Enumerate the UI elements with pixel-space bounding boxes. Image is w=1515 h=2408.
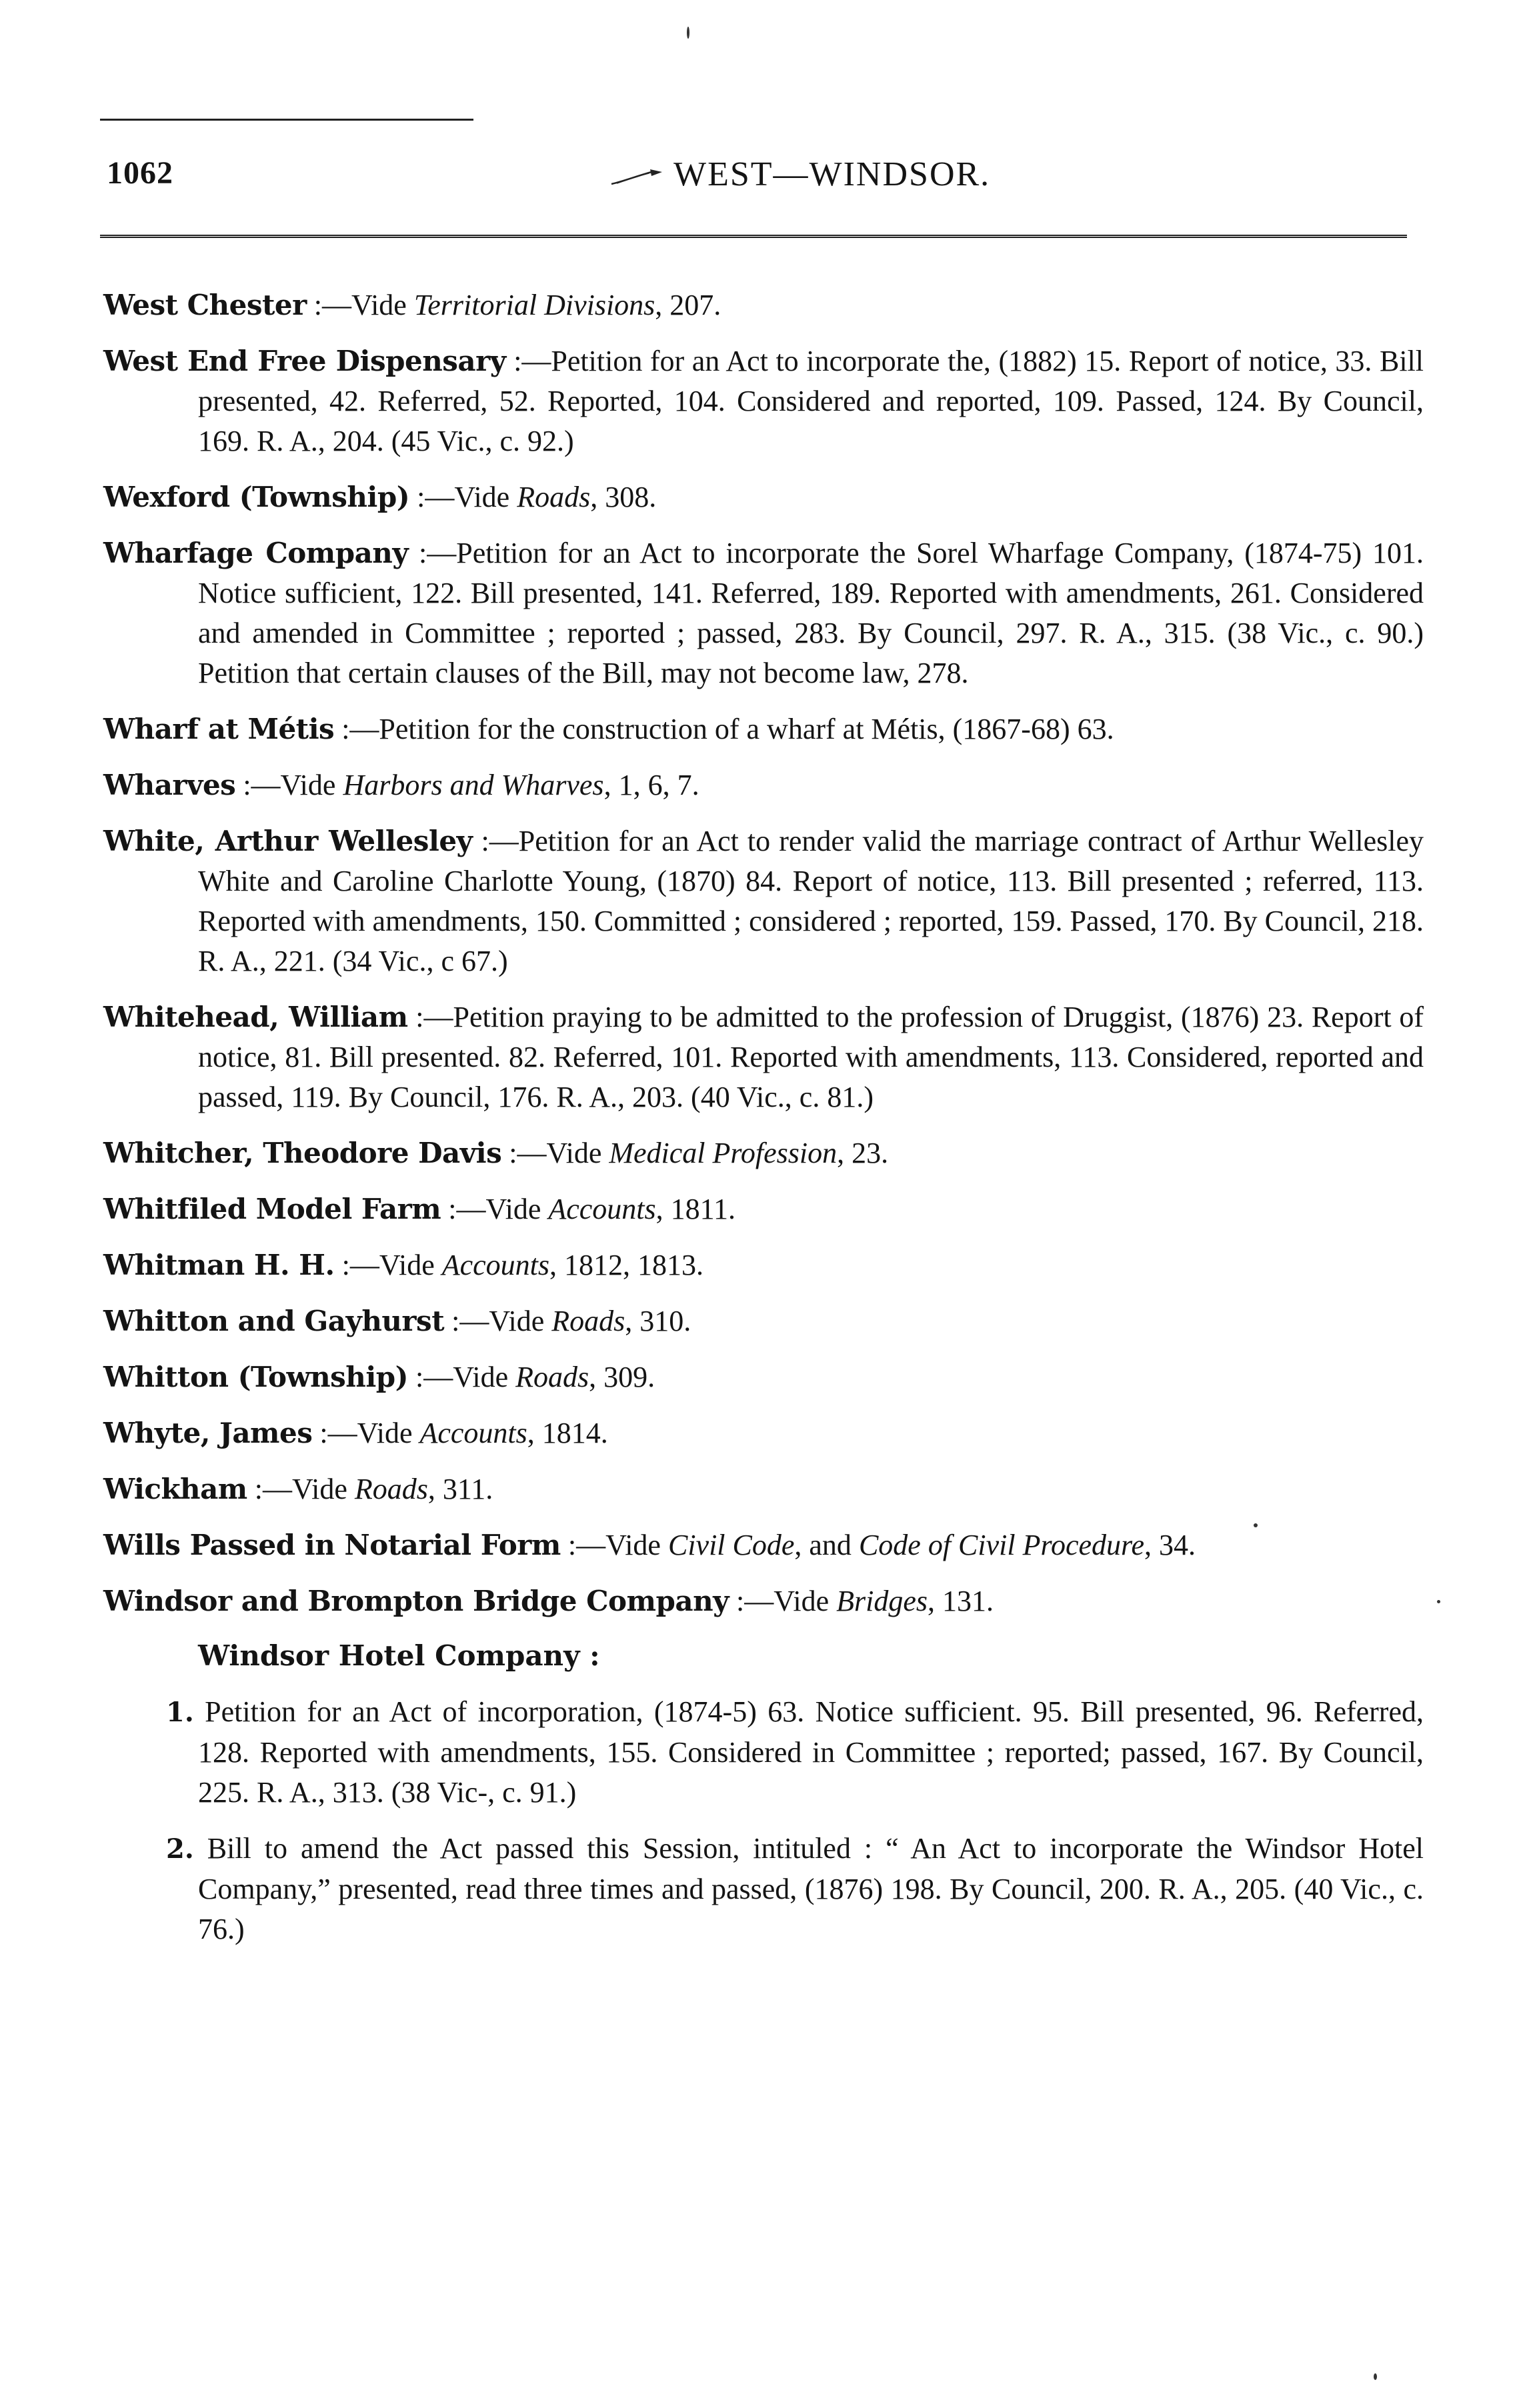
index-entry [103,1301,1424,1341]
entry-text: :—Petition for an Act to incorporate the Sorel Wharfage Company, (1874-75) 101. Notice sufficient, 122. Bill presented, 141. Referred, 189. Reported with amendments, 261. Considered and amended in Committee ; reported ; passed, 283. By Council, 297. R. A., 315. (38 Vic., c. 90.) Petition that certain clauses of the Bill, may not become law, 278. [198,537,1424,689]
entry-text: , 309. [589,1361,655,1393]
entry-heading: Wexford (Township) [103,481,410,513]
index-entry [103,821,1424,981]
entry-heading: Whitton and Gayhurst [103,1305,445,1337]
entry-heading: Wharves [103,769,236,801]
entry-text: :—Vide [408,1361,516,1393]
index-entry [103,477,1424,517]
entry-text: :—Vide [729,1585,837,1617]
entry-text: :—Vide [560,1529,668,1561]
entry-heading: Windsor and Brompton Bridge Company [103,1585,729,1617]
header-double-rule [100,235,1407,241]
entry-text: :—Petition for an Act to incorporate the, (1882) 15. Report of notice, 33. Bill presented, 42. Referred, 52. Reported, 104. Considered and reported, 109. Passed, 124. By Council, 169. R. A., 204. (45 Vic., c. 92.) [198,345,1424,457]
entry-text: , 34. [1144,1529,1196,1561]
cross-reference: Bridges [836,1585,928,1617]
entry-text: , 1814. [527,1417,608,1449]
top-rule [100,119,473,121]
entry-text: :—Vide [306,289,414,321]
index-entry [103,1357,1424,1397]
entry-text: , 1811. [655,1193,736,1225]
sub-entry-number: 2. [166,1833,194,1865]
entry-heading: Whitcher, Theodore Davis [103,1137,502,1169]
entry-heading: Whitfiled Model Farm [103,1193,441,1225]
index-entry [103,341,1424,461]
cross-reference: Code of Civil Procedure [858,1529,1145,1561]
index-entry [103,1525,1424,1565]
cross-reference: Accounts [441,1249,550,1281]
sub-entry-text: Bill to amend the Act passed this Session, intituled : “ An Act to incorporate the Windsor Hotel Company,” presented, read three times and passed, (1876) 198. By Council, 200. R. A., 205. (40 Vic., c. 76.) [193,1832,1424,1945]
index-entry [103,1189,1424,1229]
print-speck [1374,2373,1377,2380]
entry-heading: West Chester [103,289,307,321]
entry-text: , 131. [928,1585,994,1617]
cross-reference: Roads [354,1473,428,1505]
entry-text: :—Vide [247,1473,355,1505]
entry-heading: Wickham [103,1473,247,1505]
index-entry [103,1245,1424,1285]
entry-text: , and [794,1529,859,1561]
entry-heading: White, Arthur Wellesley [103,825,473,857]
entry-heading: Whitton (Township) [103,1361,409,1393]
entry-text: :—Petition praying to be admitted to the profession of Druggist, (1876) 23. Report of notice, 81. Bill presented. 82. Referred, 101. Reported with amendments, 113. Considered, reported and passed, 119. By Council, 176. R. A., 203. (40 Vic., c. 81.) [198,1001,1424,1113]
entry-text: :—Vide [409,481,517,513]
index-entry [103,1413,1424,1453]
cross-reference: Harbors and Wharves [343,769,604,801]
entry-text: :—Vide [501,1137,609,1169]
entry-text: :—Vide [235,769,343,801]
index-entry [103,997,1424,1117]
cross-reference: Civil Code [667,1529,795,1561]
entry-heading: Whitman H. H. [103,1249,335,1281]
entry-text: :—Vide [441,1193,549,1225]
index-entry [103,1469,1424,1509]
sub-entry-number: 1. [166,1697,194,1728]
index-entry [103,1581,1424,1621]
entry-text: , 311. [427,1473,493,1505]
index-entries [103,285,1424,1949]
cross-reference: Territorial Divisions [413,289,655,321]
cross-reference: Roads [517,481,591,513]
entry-heading: Wills Passed in Notarial Form [103,1529,561,1561]
entry-text: , 310. [625,1305,691,1337]
running-title: WEST—WINDSOR. [673,155,991,193]
sub-entry [103,1829,1424,1949]
print-speck [687,27,689,39]
cross-reference: Roads [515,1361,589,1393]
printer-ornament-icon [610,167,663,187]
entry-text: , 207. [655,289,721,321]
entry-text: :—Petition for an Act to render valid the marriage contract of Arthur Wellesley White and Caroline Charlotte Young, (1870) 84. Report of notice, 113. Bill presented ; referred, 113. Reported with amendments, 150. Committed ; considered ; reported, 159. Passed, 170. By Council, 218. R. A., 221. (34 Vic., c 67.) [198,825,1424,977]
index-entry [103,285,1424,325]
cross-reference: Medical Profession [609,1137,838,1169]
sub-entry-text: Petition for an Act of incorporation, (1874-5) 63. Notice sufficient. 95. Bill presented, 96. Referred, 128. Reported with amendments, 155. Considered in Committee ; reported; passed, 167. By Council, 225. R. A., 313. (38 Vic-, c. 91.) [193,1695,1424,1809]
entry-text: :—Vide [334,1249,442,1281]
entry-heading: Whitehead, William [103,1001,408,1033]
entry-text: , 23. [837,1137,889,1169]
entry-heading: Whyte, James [103,1417,313,1449]
entry-heading: Wharfage Company [103,537,409,569]
cross-reference: Roads [551,1305,625,1337]
page-number: 1062 [107,155,173,191]
index-entry [103,533,1424,693]
cross-reference: Accounts [419,1417,527,1449]
entry-text: , 1812, 1813. [549,1249,704,1281]
index-entry [103,1133,1424,1173]
entry-heading: Wharf at Métis [103,713,335,745]
sub-entry [103,1692,1424,1813]
entry-text: , 308. [590,481,657,513]
entry-text: , 1, 6, 7. [603,769,699,801]
cross-reference: Accounts [548,1193,656,1225]
print-speck [1437,1600,1440,1603]
print-speck [1254,1523,1258,1527]
index-entry [103,709,1424,749]
entry-text: :—Vide [444,1305,552,1337]
entry-text: :—Petition for the construction of a wharf at Métis, (1867-68) 63. [334,713,1114,745]
windsor-hotel-heading: Windsor Hotel Company : [198,1639,600,1672]
index-entry [103,765,1424,805]
page-header [100,155,1407,215]
entry-heading: West End Free Dispensary [103,345,506,377]
entry-text: :—Vide [312,1417,420,1449]
